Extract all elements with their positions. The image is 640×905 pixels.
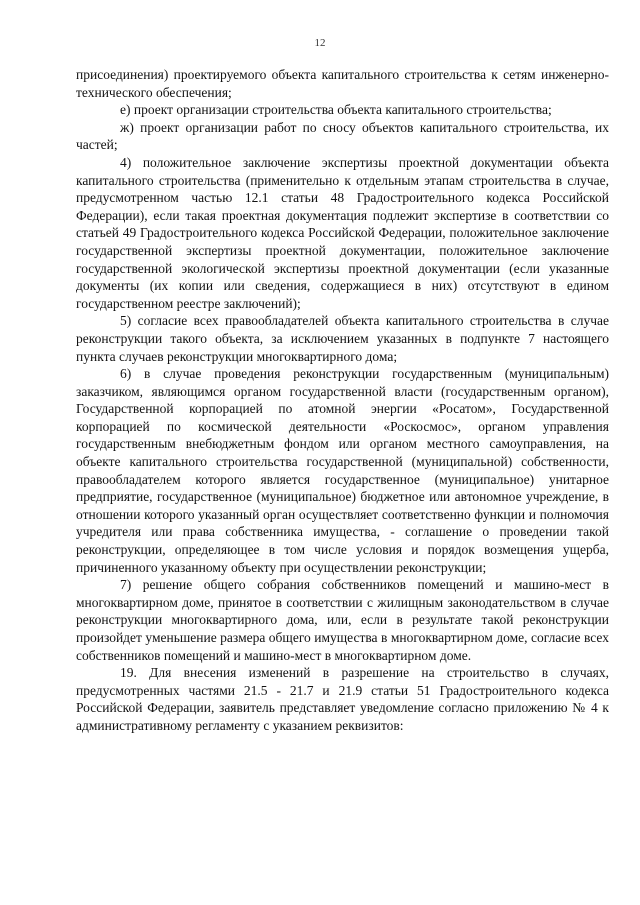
paragraph: присоединения) проектируемого объекта капитального строительства к сетям инженерно-технического обеспечения; [76, 67, 609, 100]
paragraph-item-7: 7) решение общего собрания собственников помещений и машино-мест в многоквартирном доме, принятое в соответствии с жилищным законодательством в случае реконструкции многоквартирного дома, или, если в результате такой реконструкции произойдет уменьшение размера общего имущества в многоквартирном доме, согласие всех собственников помещений и машино-мест в многоквартирном доме. [76, 577, 609, 663]
page-number: 12 [314, 37, 326, 49]
paragraph-item-19: 19. Для внесения изменений в разрешение на строительство в случаях, предусмотренных частями 21.5 - 21.7 и 21.9 статьи 51 Градостроительного кодекса Российской Федерации, заявитель представляет уведомление согласно приложению № 4 к административному регламенту с указанием реквизитов: [76, 665, 609, 733]
paragraph-item-4: 4) положительное заключение экспертизы проектной документации объекта капитального строительства (применительно к отдельным этапам строительства в случае, предусмотренном частью 12.1 статьи 48 Градостроительного кодекса Российской Федерации), если такая проектная документация подлежит экспертизе в соответствии со статьей 49 Градостроительного кодекса Российской Федерации, положительное заключение государственной экспертизы проектной документации, положительное заключение государственной экологической экспертизы проектной документации (если указанные документы (их копии или сведения, содержащиеся в них) отсутствуют в едином государственном реестре заключений); [76, 154, 609, 311]
paragraph-item-zh: ж) проект организации работ по сносу объектов капитального строительства, их частей; [76, 119, 609, 153]
paragraph-item-e: е) проект организации строительства объекта капитального строительства; [120, 102, 552, 118]
paragraph-item-6: 6) в случае проведения реконструкции государственным (муниципальным) заказчиком, являющимся органом государственной власти (государственным органом), Государственной корпорацией по атомной энергии «Росатом», Государственной корпорацией по космической деятельности «Роскосмос», органом управления государственным внебюджетным фондом или органом местного самоуправления, на объекте капитального строительства государственной (муниципальной) собственности, правообладателем которого является государственное (муниципальное) унитарное предприятие, государственное (муниципальное) бюджетное или автономное учреждение, в отношении которого указанный орган осуществляет соответственно функции и полномочия учредителя или права собственника имущества, - соглашение о проведении такой реконструкции, определяющее в том числе условия и порядок возмещения ущерба, причиненного указанному объекту при осуществлении реконструкции; [76, 366, 609, 575]
document-body [76, 66, 609, 735]
paragraph-item-5: 5) согласие всех правообладателей объекта капитального строительства в случае реконструкции такого объекта, за исключением указанных в подпункте 7 настоящего пункта случаев реконструкции многоквартирного дома; [76, 313, 609, 364]
